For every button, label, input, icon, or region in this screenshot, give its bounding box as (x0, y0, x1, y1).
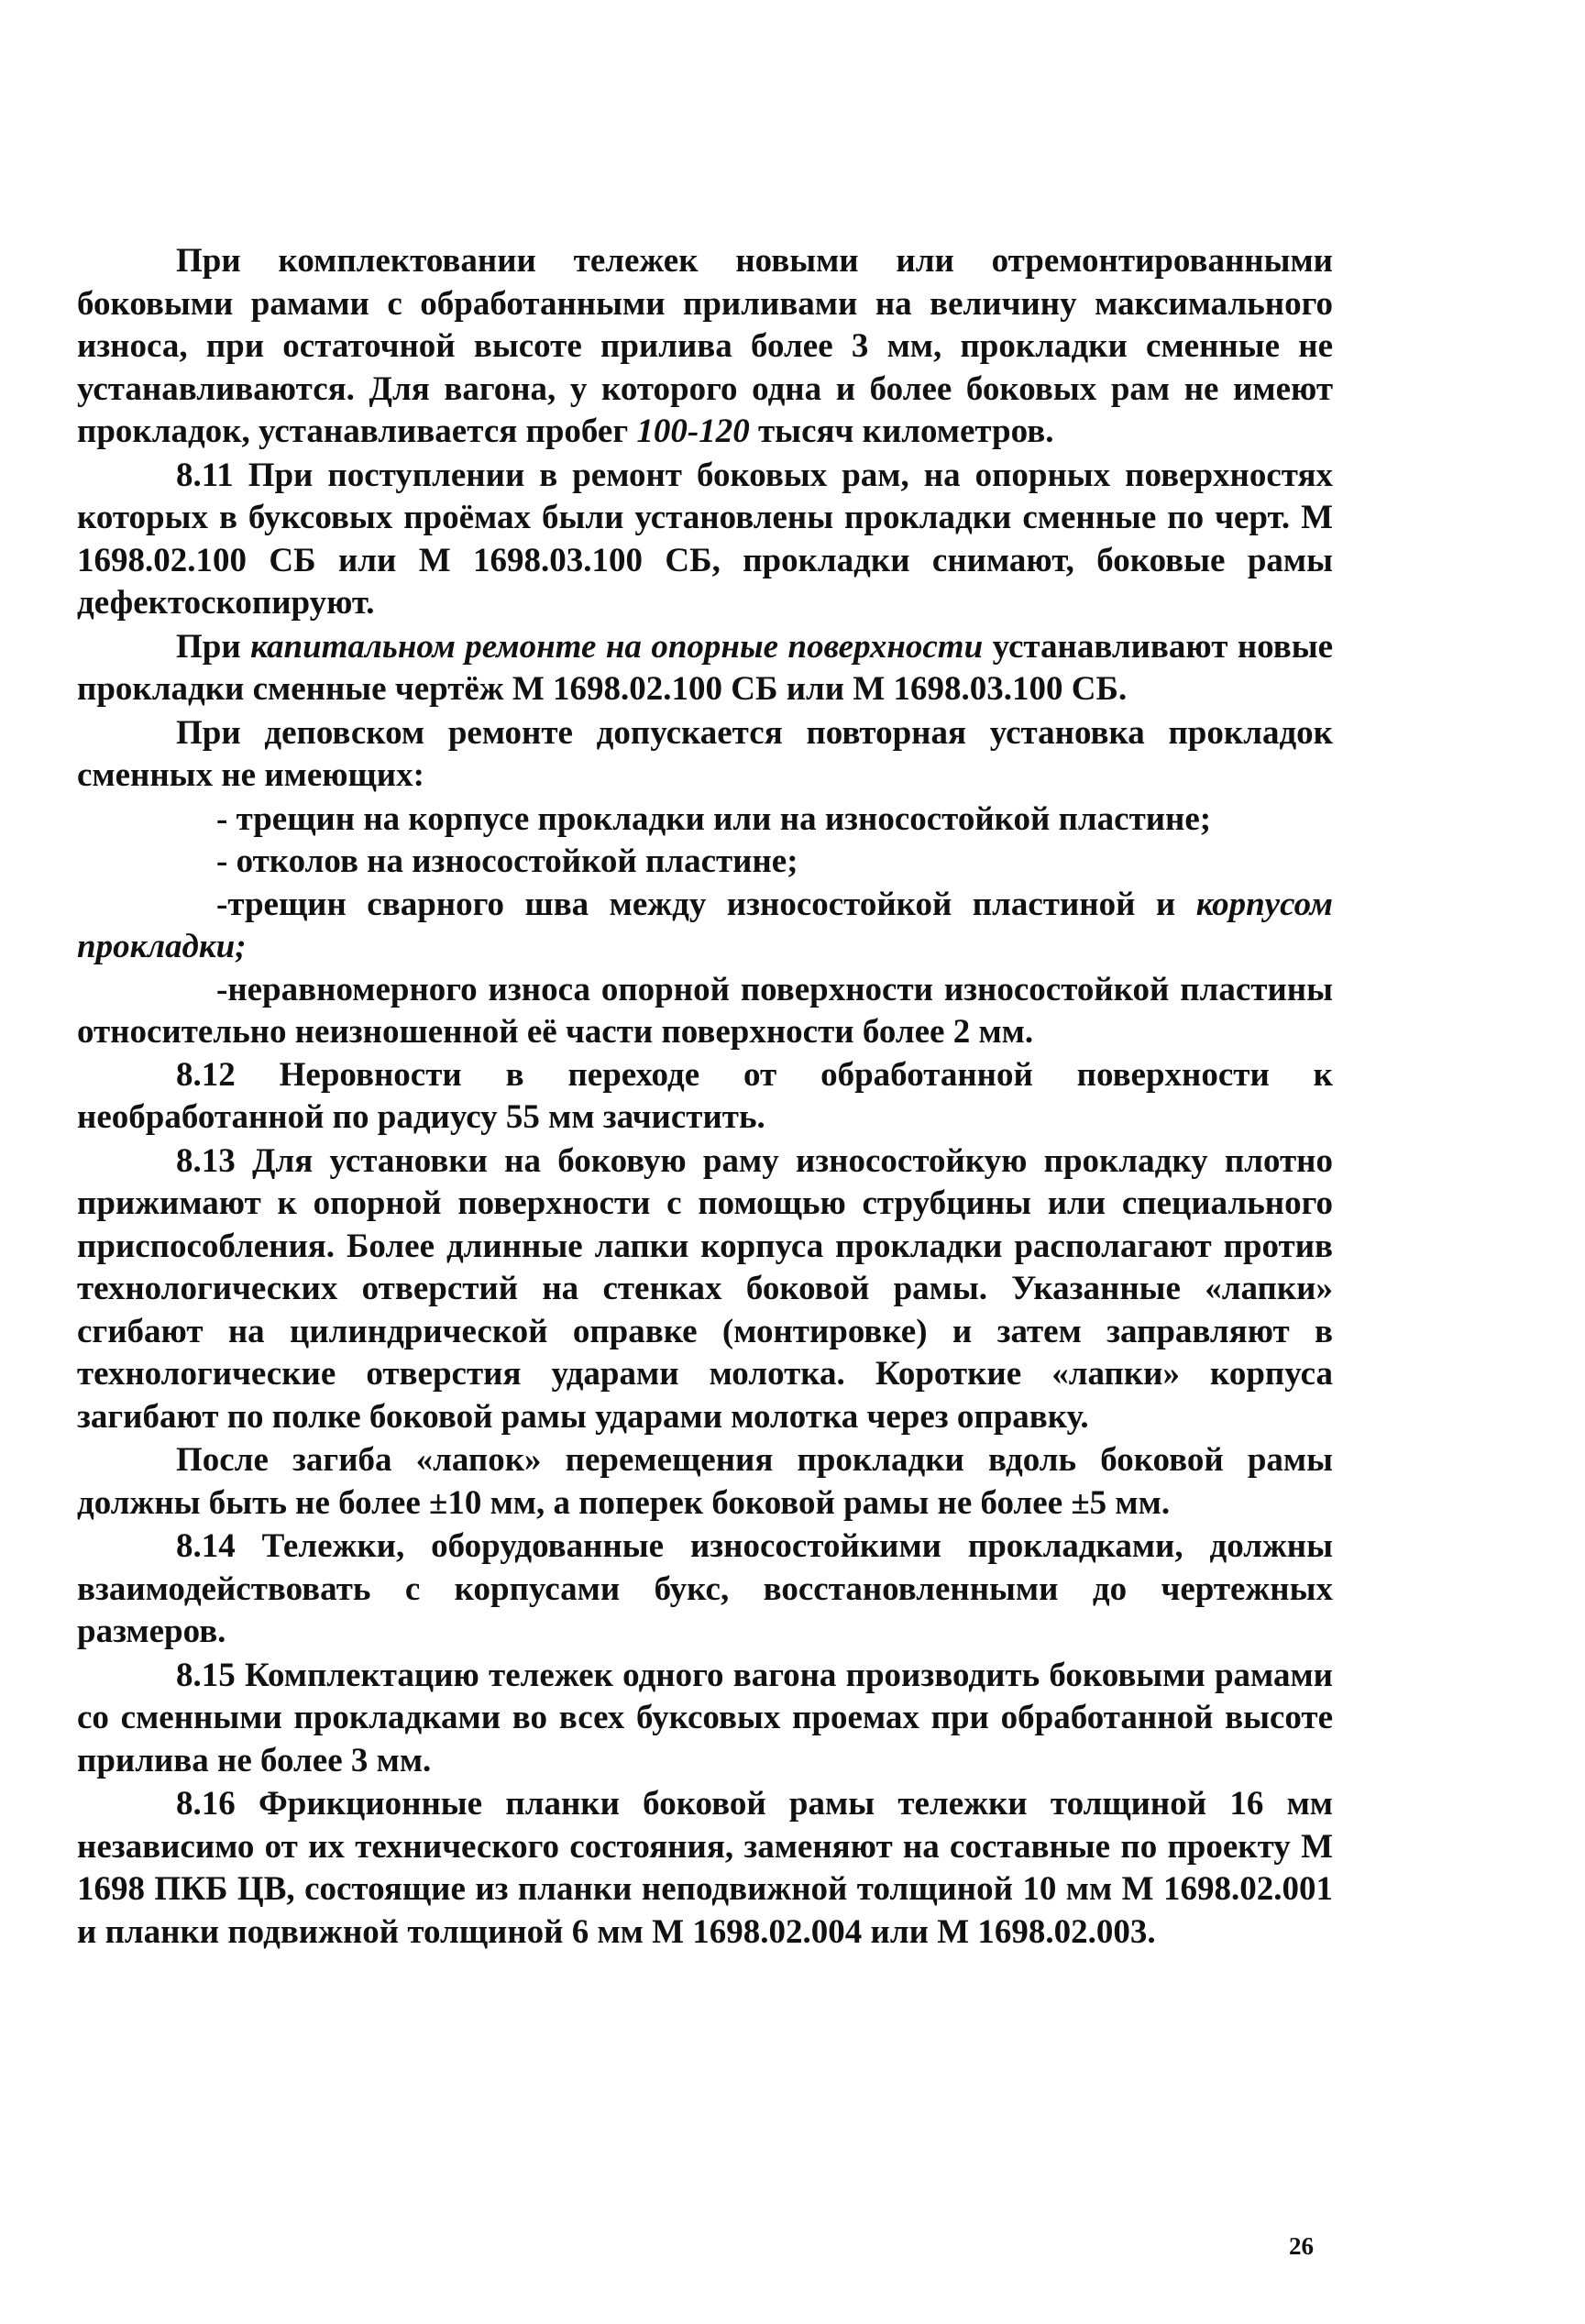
paragraph-8-11: 8.11 При поступлении в ремонт боковых рам, на опорных поверхностях которых в буксовых проёмах были установлены прокладки сменные по черт. М 1698.02.100 СБ или М 1698.03.100 СБ, прокладки снимают, боковые рамы дефектоскопируют. (77, 456, 1333, 622)
list-item: - отколов на износостойкой пластине; (216, 843, 798, 880)
paragraph-1 (77, 240, 1333, 454)
paragraph-8-13: 8.13 Для установки на боковую раму износостойкую прокладку плотно прижимают к опорной поверхности с помощью струбцины или специального приспособления. Более длинные лапки корпуса прокладки располагают против технологических отверстий на стенках боковой рамы. Указанные «лапки» сгибают на цилиндрической оправке (монтировке) и затем заправляют в технологические отверстия ударами молотка. Короткие «лапки» корпуса загибают по полке боковой рамы ударами молотка через оправку. (77, 1141, 1333, 1436)
paragraph-8-12: 8.12 Неровности в переходе от обработанной поверхности к необработанной по радиусу 55 мм зачистить. (77, 1055, 1333, 1136)
paragraph-1-range: 100-120 (636, 413, 750, 450)
list-item: -неравномерного износа опорной поверхности износостойкой пластины относительно неизношенной её части поверхности более 2 мм. (77, 970, 1333, 1051)
paragraph-capital-repair-tail: устанавливают новые прокладки сменные чертёж М 1698.02.100 СБ или М 1698.03.100 СБ. (77, 627, 1334, 708)
paragraph-capital-repair-italic: капитальном ремонте на опорные поверхности (250, 627, 984, 666)
paragraph-1-text: При комплектовании тележек новыми или отремонтированными боковыми рамами с обработанными приливами на величину максимального износа, при остаточной высоте прилива более 3 мм, прокладки сменные не устанавливаются. Для вагона, у которого одна и более боковых рам не имеют прокладок, устанавливается пробег (77, 242, 1333, 450)
paragraph-8-14: 8.14 Тележки, оборудованные износостойкими прокладками, должны взаимодействовать с корпусами букс, восстановленными до чертежных размеров. (77, 1527, 1333, 1650)
paragraph-1-tail: тысяч километров. (758, 413, 1054, 450)
list-item (77, 884, 1333, 969)
paragraph-8-15: 8.15 Комплектацию тележек одного вагона производить боковыми рамами со сменными прокладками во всех буксовых проемах при обработанной высоте прилива не более 3 мм. (77, 1656, 1333, 1779)
paragraph-capital-repair-lead: При (176, 627, 241, 666)
paragraph-depot-repair: При деповском ремонте допускается повторная установка прокладок сменных не имеющих: (77, 713, 1333, 794)
paragraph-after-bending: После загиба «лапок» перемещения прокладки вдоль боковой рамы должны быть не более ±10 мм, а поперек боковой рамы не более ±5 мм. (77, 1441, 1333, 1522)
paragraph-capital-repair (77, 626, 1333, 711)
list-item: - трещин на корпусе прокладки или на износостойкой пластине; (216, 799, 1212, 838)
list-item-italic: корпусом прокладки; (77, 885, 1334, 965)
paragraph-8-16: 8.16 Фрикционные планки боковой рамы тележки толщиной 16 мм независимо от их технического состояния, заменяют на составные по проекту М 1698 ПКБ ЦВ, состоящие из планки неподвижной толщиной 10 мм М 1698.02.001 и планки подвижной толщиной 6 мм М 1698.02.004 или М 1698.02.003. (77, 1785, 1333, 1951)
page-number: 26 (1289, 2232, 1314, 2260)
document-page (77, 240, 1333, 1955)
list-item-text: -трещин сварного шва между износостойкой пластиной и (216, 885, 1176, 923)
